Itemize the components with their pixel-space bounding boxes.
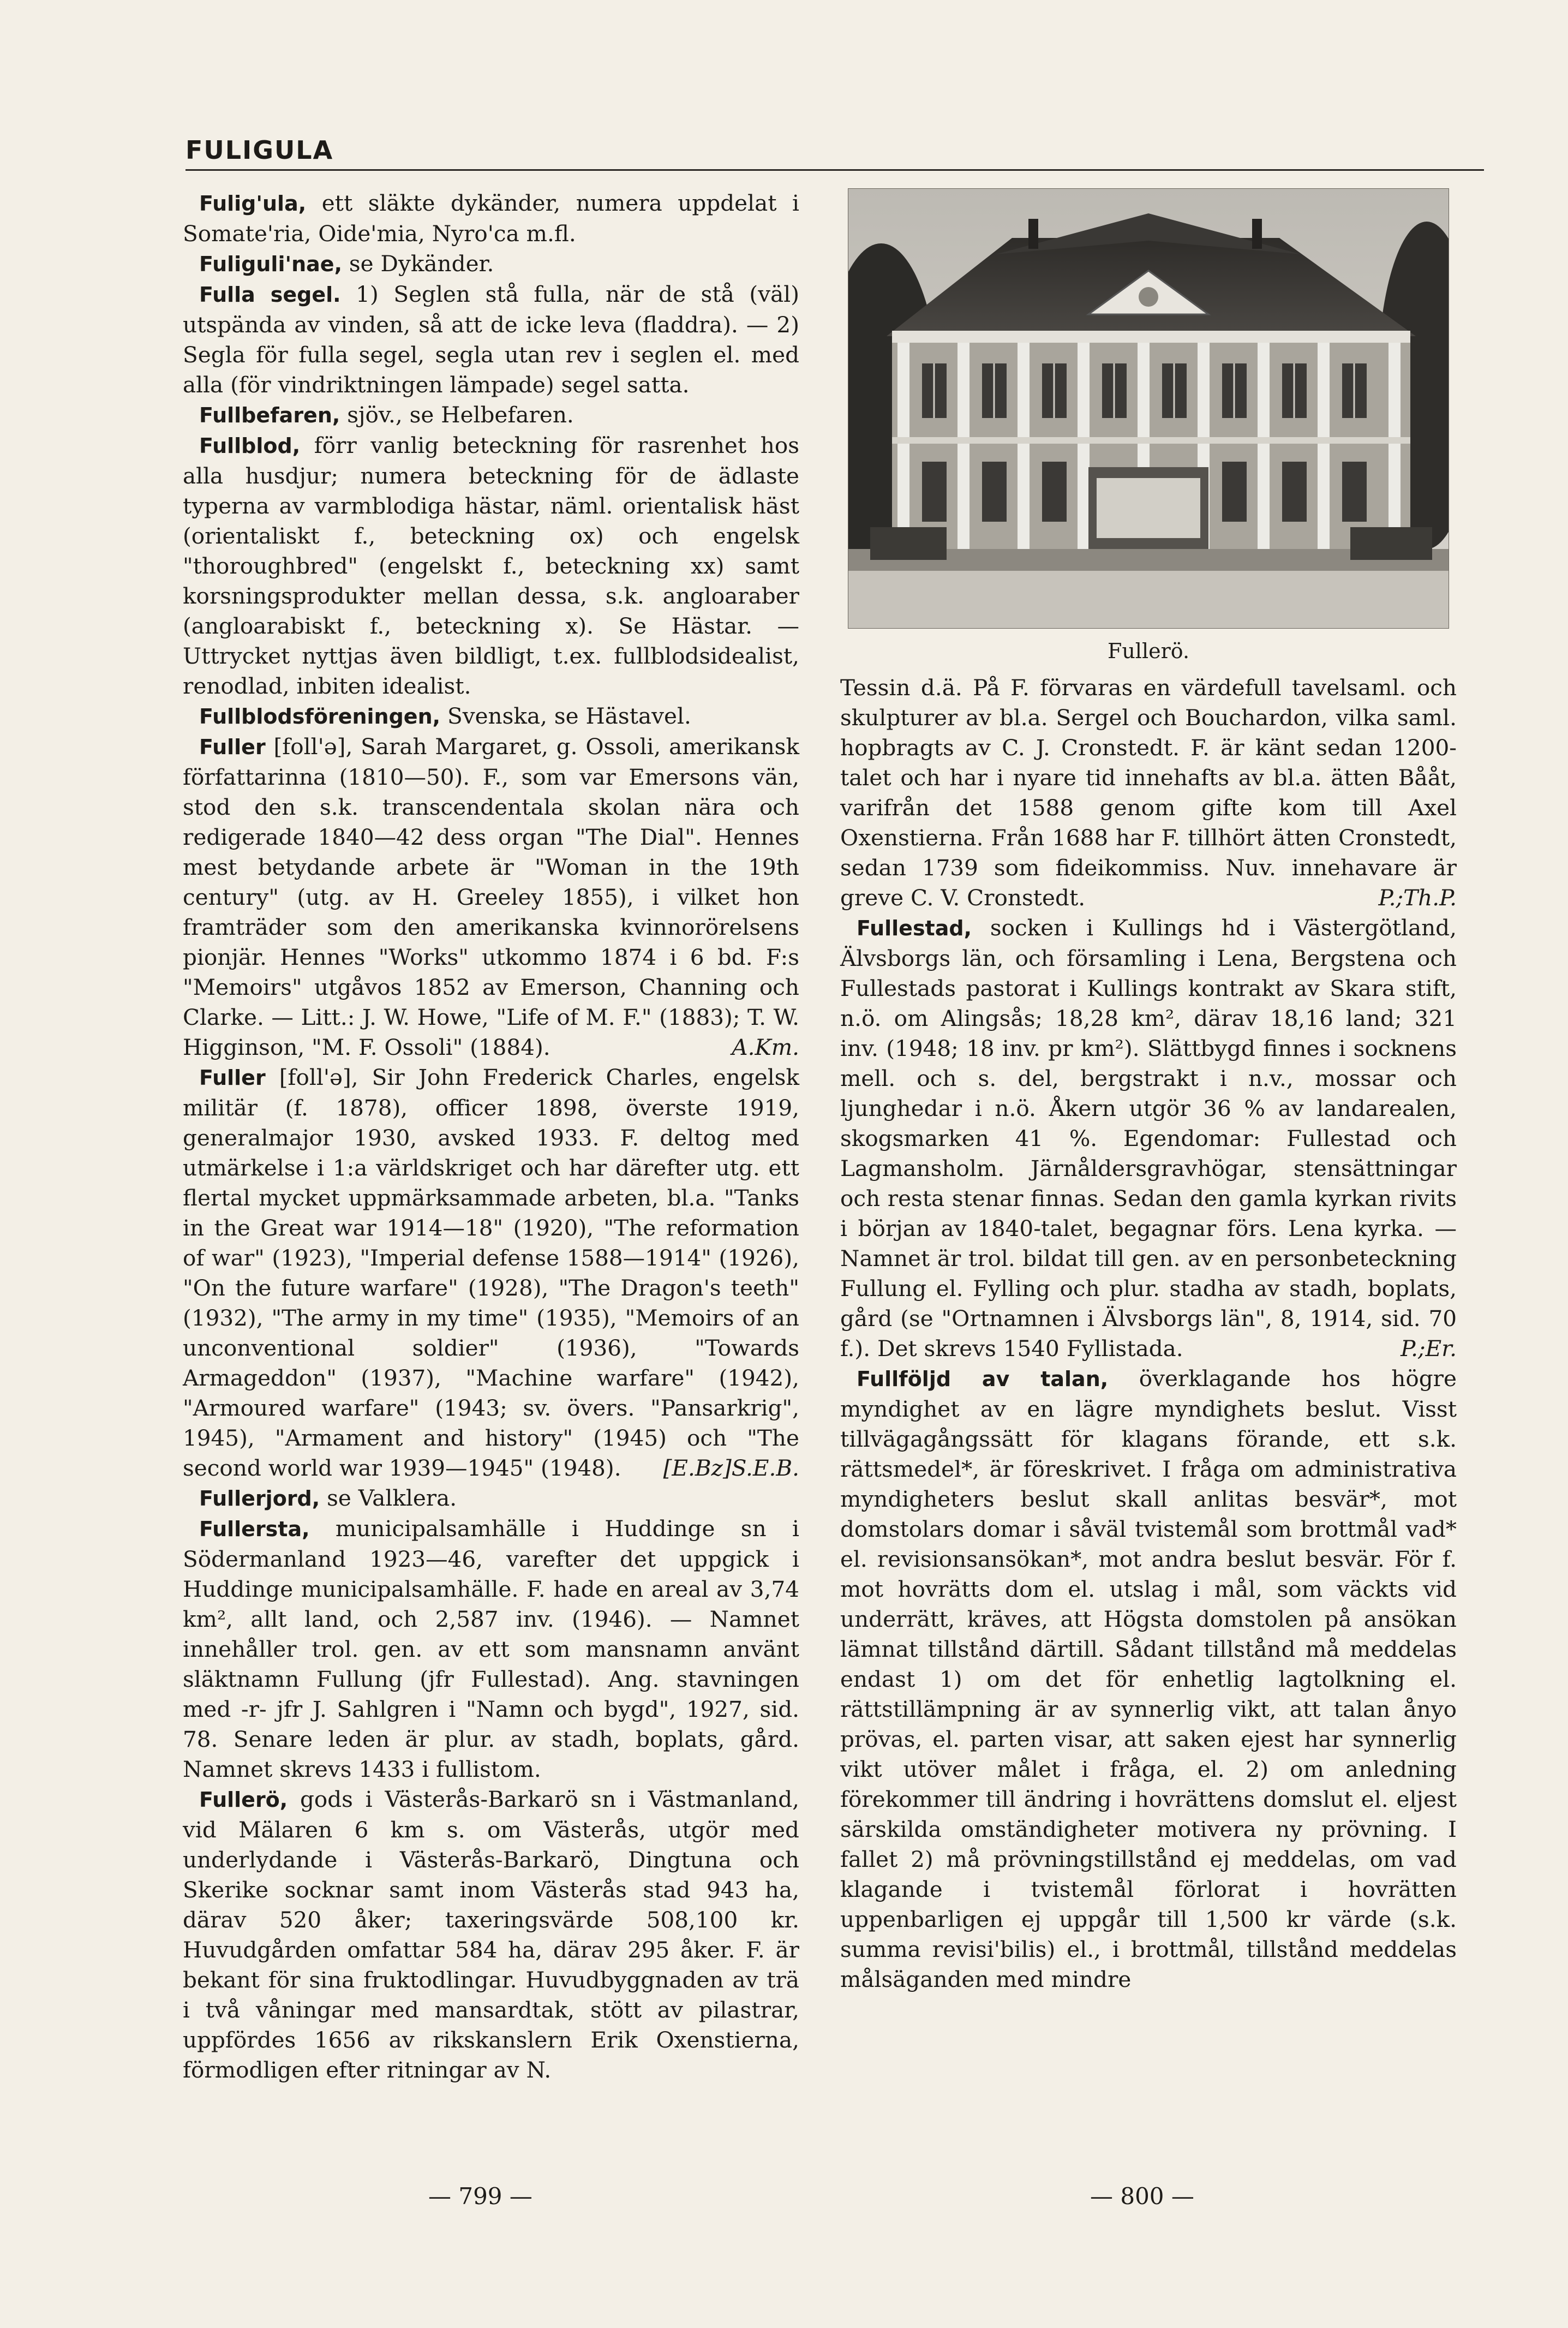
- entry-text: 1) Seglen stå fulla, när de stå (väl) utspända av vinden, så att de icke leva (fladdra). — 2) Segla för fulla segel, segla utan rev i seglen el. med alla (för vindriktningen lämpade) segel satta.: [183, 281, 800, 398]
- headword: Fulla segel.: [199, 283, 341, 307]
- entry-text: municipalsamhälle i Huddinge sn i Södermanland 1923—46, varefter det uppgick i Huddinge municipalsamhälle. F. hade en areal av 3,74 km², allt land, och 2,587 inv. (1946). — Namnet innehåller trol. gen. av ett som mansnamn använt släktnamn Fullung (jfr Fullestad). Ang. stavningen med -r- jfr J. Sahlgren i "Namn och bygd", 1927, sid. 78. Senare leden är plur. av stadh, boplats, gård. Namnet skrevs 1433 i fullistom.: [183, 1515, 799, 1782]
- hedge: [1350, 527, 1432, 560]
- entry-continuation: [840, 673, 1457, 913]
- signature: P.;Th.P.: [1378, 885, 1457, 911]
- entry: [840, 913, 1457, 1364]
- signature: P.;Er.: [1401, 1335, 1457, 1362]
- manor-photo: [848, 188, 1449, 629]
- signature: A.Km.: [732, 1034, 799, 1060]
- entry-text: socken i Kullings hd i Västergötland, Älvsborgs län, och församling i Lena, Bergstena och Fullestads pastorat i Kullings kontrakt av Skara stift, n.ö. om Alingsås; 18,28 km², därav 18,16 land; 321 inv. (1948; 18 inv. pr km²). Slättbygd finnes i socknens mell. och s. del, bergstrakt i n.v., mossar och ljunghedar i n.ö. Åkern utgör 36 % av landarealen, skogsmarken 41 %. Egendomar: Fullestad och Lagmansholm. Järnåldersgravhögar, stensättningar och resta stenar finnas. Sedan den gamla kyrkan rivits i början av 1840-talet, begagnar förs. Lena kyrka. — Namnet är trol. bildat till gen. av en personbeteckning Fullung el. Fylling och plur. stadha av stadh, boplats, gård (se "Ortnamnen i Älvsborgs län", 8, 1914, sid. 70 f.). Det skrevs 1540 Fyllistada.: [840, 915, 1457, 1362]
- headword: Fuller: [199, 1066, 266, 1090]
- chimney: [1252, 219, 1262, 249]
- headword: Fullerö,: [199, 1788, 288, 1812]
- left-column: [183, 188, 799, 2085]
- entry-text: [foll'ə], Sir John Frederick Charles, engelsk militär (f. 1878), officer 1898, överste 1919, generalmajor 1930, avsked 1933. F. deltog med utmärkelse i 1:a världskriget och har därefter utg. ett flertal mycket uppmärksammade arbeten, bl.a. "Tanks in the Great war 1914—18" (1920), "The reformation of war" (1923), "Imperial defense 1588—1914" (1926), "On the future warfare" (1928), "The Dragon's teeth" (1932), "The army in my time" (1935), "Memoirs of an unconventional soldier" (1936), "Towards Armageddon" (1937), "Machine warfare" (1942), "Armoured warfare" (1943; sv. övers. "Pansarkrig", 1945), "Armament and history" (1945) och "The second world war 1939—1945" (1948).: [183, 1064, 799, 1481]
- photo-caption: Fullerö.: [1107, 639, 1190, 663]
- entry-text: se Valklera.: [320, 1485, 457, 1511]
- headword: Fullföljd av talan,: [857, 1367, 1109, 1391]
- entry: [183, 1062, 799, 1483]
- entry-text: ett släkte dykänder, numera uppdelat i Somate'ria, Oide'mia, Nyro'ca m.fl.: [183, 190, 799, 247]
- headword: Fulig'ula,: [199, 192, 307, 216]
- headword: Fuliguli'nae,: [199, 252, 343, 276]
- entry: [183, 1784, 799, 2085]
- entry-text: [foll'ə], Sarah Margaret, g. Ossoli, amerikansk författarinna (1810—50). F., som var Emersons vän, stod den s.k. transcendentala skolan nära och redigerade 1840—42 dess organ "The Dial". Hennes mest betydande arbete är "Woman in the 19th century" (utg. av H. Greeley 1855), i vilket hon framträder som den amerikanska kvinnorörelsens pionjär. Hennes "Works" utkommo 1874 i 6 bd. F:s "Memoirs" utgåvos 1852 av Emerson, Channing och Clarke. — Litt.: J. W. Howe, "Life of M. F." (1883); T. W. Higginson, "M. F. Ossoli" (1884).: [183, 733, 799, 1060]
- entry-text: förr vanlig beteckning för rasrenhet hos alla husdjur; numera beteckning för de ädlaste typerna av varmblodiga hästar, näml. orientalisk häst (orientaliskt f., beteckning ox) och engelsk "thoroughbred" (engelskt f., beteckning xx) samt korsningsprodukter mellan dessa, s.k. angloaraber (angloarabiskt f., beteckning x). Se Hästar. — Uttrycket nyttjas även bildligt, t.ex. fullblodsidealist, renodlad, inbiten idealist.: [183, 432, 799, 699]
- floor-band: [892, 437, 1410, 444]
- cornice: [892, 331, 1410, 343]
- entry-text: Tessin d.ä. På F. förvaras en värdefull tavelsaml. och skulpturer av bl.a. Sergel och Bouchardon, vilka saml. hopbragts av C. J. Cronstedt. F. är känt sedan 1200-talet och har i nyare tid innehafts av bl.a. ätten Bååt, varifrån det 1588 genom gifte kom till Axel Oxenstierna. Från 1688 har F. tillhört ätten Cronstedt, sedan 1739 som fideikommiss. Nuv. innehavare är greve C. V. Cronstedt.: [840, 674, 1457, 911]
- page-number-left: — 799 —: [428, 2183, 532, 2210]
- hedge: [870, 527, 947, 560]
- entry: [183, 400, 799, 431]
- headword: Fuller: [199, 735, 266, 759]
- entry-text: gods i Västerås-Barkarö sn i Västmanland, vid Mälaren 6 km s. om Västerås, utgör med underlydande i Västerås-Barkarö, Dingtuna och Skerike socknar samt inom Västerås stad 943 ha, därav 520 åker; taxeringsvärde 508,100 kr. Huvudgården omfattar 584 ha, därav 295 åker. F. är bekant för sina fruktodlingar. Huvudbyggnaden av trä i två våningar med mansardtak, stött av pilastrar, uppfördes 1656 av rikskanslern Erik Oxenstierna, förmodligen efter ritningar av N.: [183, 1786, 799, 2083]
- entry: [183, 188, 799, 249]
- entry-text: Svenska, se Hästavel.: [440, 703, 691, 729]
- entry: [183, 279, 799, 400]
- headword: Fullbefaren,: [199, 403, 340, 427]
- path: [848, 571, 1449, 628]
- headword: Fullblod,: [199, 434, 301, 458]
- entry-text: sjöv., se Helbefaren.: [340, 402, 574, 428]
- right-column: [840, 188, 1457, 1995]
- entry-text: överklagande hos högre myndighet av en lägre myndighets beslut. Visst tillvägagångssätt för klagans förande, ett s.k. rättsmedel*, är föreskrivet. I fråga om administrativa myndigheters beslut skall anlitas besvär*, mot domstolars domar i såväl tvistemål som brottmål vad* el. revisionsansökan*, mot andra beslut besvär. För f. mot hovrätts dom el. utslag i mål, som väckts vid underrätt, kräves, att Högsta domstolen på ansökan lämnat tillstånd därtill. Sådant tillstånd må meddelas endast 1) om det för enhetlig lagtolkning el. rättstillämpning är av synnerlig vikt, att talan ånyo prövas, el. parten visar, att saken ejest har synnerlig vikt utöver målet i fråga, el. 2) om anledning förekommer till ändring i hovrättens domslut el. eljest särskilda omständigheter motivera ny prövning. I fallet 2) må prövningstillstånd ej meddelas, om vad klagande i tvistemål förlorat i hovrätten uppenbarligen ej uppgår till 1,500 kr värde (s.k. summa revisi'bilis) el., i brottmål, tillstånd meddelas målsäganden med mindre: [840, 1365, 1457, 1992]
- entry: [183, 249, 799, 279]
- signature: [E.Bz]S.E.B.: [663, 1455, 799, 1481]
- page-number-right: — 800 —: [1090, 2183, 1194, 2210]
- entry: [183, 701, 799, 732]
- running-head: FULIGULA: [185, 135, 334, 165]
- entry: [183, 732, 799, 1062]
- headword: Fullerjord,: [199, 1487, 320, 1511]
- entry: [183, 1514, 799, 1784]
- page-header: [185, 135, 1484, 171]
- entry: [840, 1364, 1457, 1995]
- headword: Fullblodsföreningen,: [199, 705, 441, 729]
- entry: [183, 1483, 799, 1514]
- manor-house-illustration: [848, 189, 1449, 628]
- porch-glass: [1097, 478, 1200, 538]
- chimney: [1028, 219, 1038, 249]
- pediment-oculus: [1139, 287, 1158, 307]
- headword: Fullersta,: [199, 1517, 310, 1541]
- entry: [183, 431, 799, 701]
- headword: Fullestad,: [857, 916, 972, 940]
- entry-text: se Dykänder.: [342, 250, 494, 277]
